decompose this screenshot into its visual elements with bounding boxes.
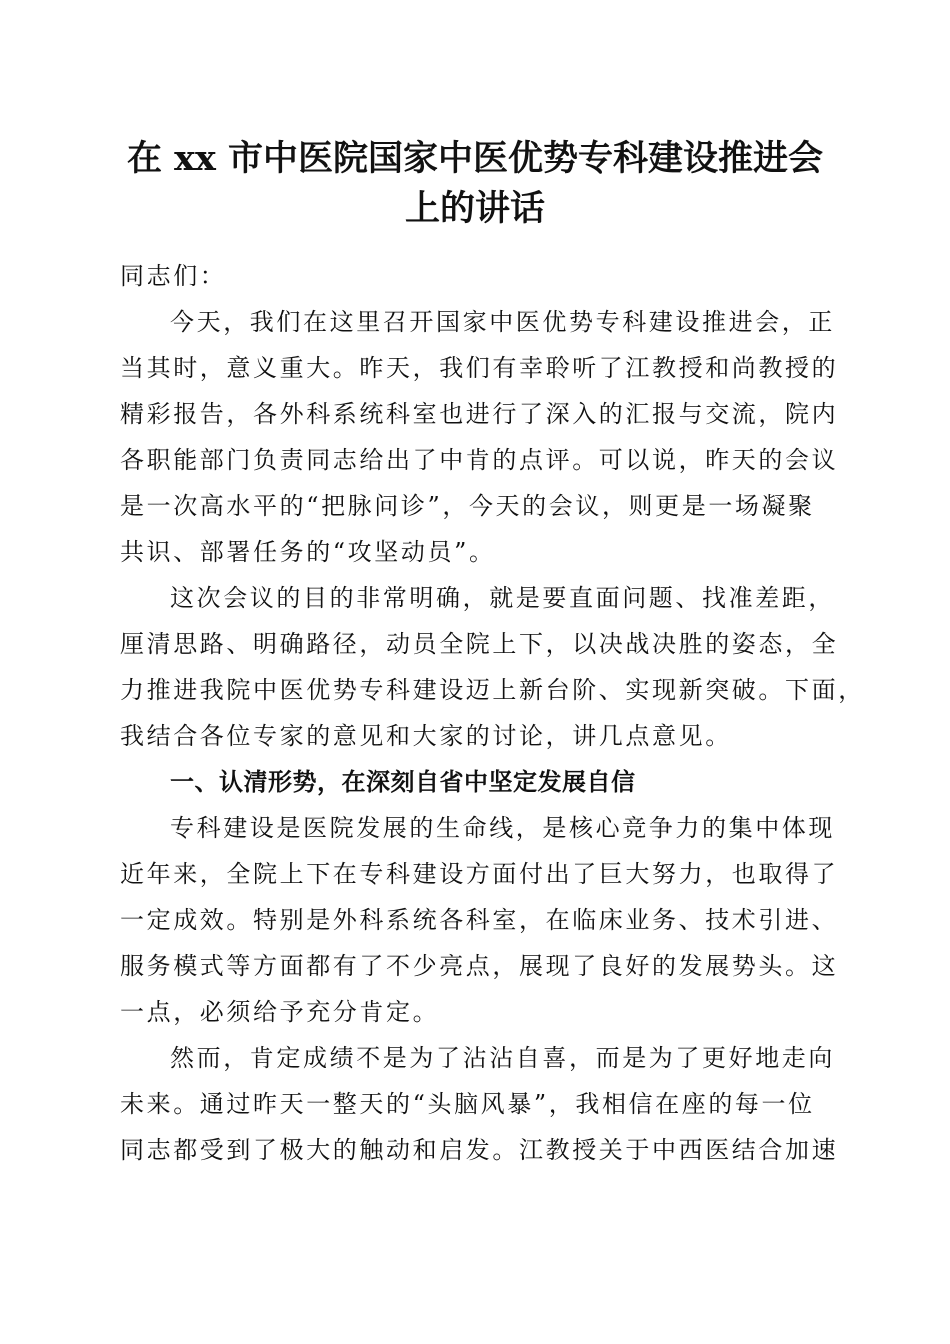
salutation xyxy=(120,253,835,299)
text-line: 同志们： xyxy=(120,262,227,290)
text-line: 当其时，意义重大。昨天，我们有幸聆听了江教授和尚教授的 xyxy=(120,354,839,382)
text-line: 未来。通过昨天一整天的“头脑风暴”，我相信在座的每一位 xyxy=(120,1090,815,1118)
text-line: 这次会议的目的非常明确，就是要直面问题、找准差距， xyxy=(170,584,835,612)
text-line: 厘清思路、明确路径，动员全院上下，以决战决胜的姿态，全 xyxy=(120,630,839,658)
text-line: 近年来，全院上下在专科建设方面付出了巨大努力，也取得了 xyxy=(120,860,839,888)
title-line: 在 xx 市中医院国家中医优势专科建设推进会 xyxy=(126,138,824,179)
text-line: 各职能部门负责同志给出了中肯的点评。可以说，昨天的会议 xyxy=(120,446,839,474)
paragraph-however xyxy=(120,1035,839,1173)
text-line: 服务模式等方面都有了不少亮点，展现了良好的发展势头。这 xyxy=(120,952,839,980)
paragraph-purpose xyxy=(120,575,865,759)
text-line: 然而，肯定成绩不是为了沾沾自喜，而是为了更好地走向 xyxy=(170,1044,835,1072)
paragraph-specialty xyxy=(120,805,839,1035)
text-line: 精彩报告，各外科系统科室也进行了深入的汇报与交流，院内 xyxy=(120,400,839,428)
text-line: 我结合各位专家的意见和大家的讨论，讲几点意见。 xyxy=(120,722,732,750)
section-heading-text: 一、认清形势，在深刻自省中坚定发展自信 xyxy=(170,768,636,796)
title-line: 上的讲话 xyxy=(404,188,545,229)
text-line: 一点，必须给予充分肯定。 xyxy=(120,998,440,1026)
text-line: 今天，我们在这里召开国家中医优势专科建设推进会，正 xyxy=(170,308,835,336)
document-title xyxy=(100,134,850,234)
text-line: 力推进我院中医优势专科建设迈上新台阶、实现新突破。下面， xyxy=(120,676,865,704)
text-line: 一定成效。特别是外科系统各科室，在临床业务、技术引进、 xyxy=(120,906,839,934)
paragraph-opening xyxy=(120,299,839,575)
text-line: 是一次高水平的“把脉问诊”，今天的会议，则更是一场凝聚 xyxy=(120,492,815,520)
text-line: 同志都受到了极大的触动和启发。江教授关于中西医结合加速 xyxy=(120,1136,839,1164)
document-body xyxy=(120,253,865,1173)
section-heading xyxy=(120,759,835,805)
text-line: 共识、部署任务的“攻坚动员”。 xyxy=(120,538,496,566)
text-line: 专科建设是医院发展的生命线，是核心竞争力的集中体现 xyxy=(170,814,835,842)
